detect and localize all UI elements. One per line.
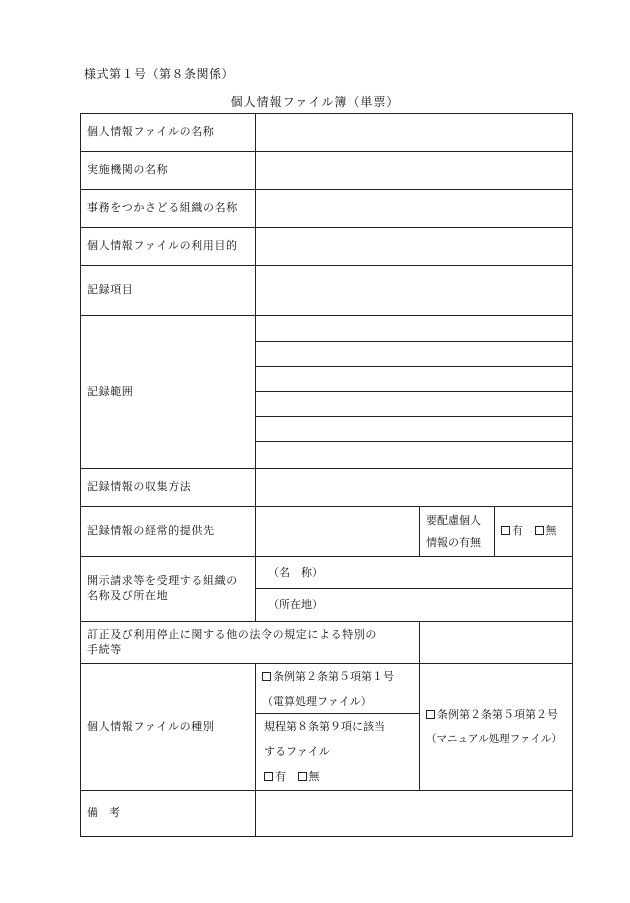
label-remarks: 備 考 [81,791,256,837]
row-remarks [81,791,573,837]
row-record-scope [81,316,573,469]
form-number: 様式第１号（第８条関係） [84,67,235,81]
type-rule-line: するファイル [264,745,330,758]
file-type-right [420,664,573,791]
checkbox-rule-no[interactable] [298,772,307,781]
sensitive-info-line: 要配慮個人 [426,513,481,527]
row-regular-recipients [81,507,573,557]
value-regular-recipients[interactable] [256,507,420,557]
type-computer-label: 条例第２条第５項第１号 [273,670,394,683]
type-manual-sub: （マニュアル処理ファイル） [426,733,562,745]
row-file-name [81,114,573,152]
value-special-procedure[interactable] [420,622,573,664]
value-collection-method[interactable] [256,469,573,507]
row-record-items [81,266,573,316]
checkbox-computer-file[interactable] [262,672,271,681]
checkbox-rule-yes[interactable] [264,772,273,781]
value-purpose[interactable] [256,228,573,266]
type-computer-sub: （電算処理ファイル） [262,695,372,708]
label-file-type: 個人情報ファイルの種別 [81,664,256,791]
label-purpose: 個人情報ファイルの利用目的 [81,228,256,266]
value-disclosure-org [256,557,573,622]
scope-line[interactable] [256,442,572,468]
value-agency-name[interactable] [256,152,573,190]
row-purpose [81,228,573,266]
sensitive-info-line: 情報の有無 [426,535,481,549]
label-regular-recipients: 記録情報の経常的提供先 [81,507,256,557]
label-sensitive-info [420,507,495,557]
label-agency-name: 実施機関の名称 [81,152,256,190]
value-record-scope [256,316,573,469]
row-agency-name [81,152,573,190]
label-record-items: 記録項目 [81,266,256,316]
disclosure-org-line: 開示請求等を受理する組織の [87,574,238,588]
scope-line[interactable] [256,392,572,417]
scope-line[interactable] [256,367,572,392]
value-department[interactable] [256,190,573,228]
disclosure-address-label: （所在地） [268,598,323,611]
checkbox-rule-yes-label: 有 [275,770,286,783]
disclosure-name-field[interactable] [256,557,572,589]
checkbox-no-label: 無 [545,524,557,538]
label-department: 事務をつかさどる組織の名称 [81,190,256,228]
checkbox-yes[interactable] [501,526,510,535]
type-rule-line: 規程第８条第９項に該当 [264,720,385,733]
sensitive-info-checkboxes [495,507,573,557]
checkbox-yes-label: 有 [512,524,523,538]
row-file-type [81,664,573,791]
row-special-procedure [81,622,573,664]
value-remarks[interactable] [256,791,573,837]
document-title: 個人情報ファイル簿（単票） [230,95,400,109]
label-collection-method: 記録情報の収集方法 [81,469,256,507]
type-rule-option [256,714,419,790]
value-file-name[interactable] [256,114,573,152]
disclosure-name-label: （名 称） [268,566,323,579]
checkbox-no[interactable] [535,526,544,535]
checkbox-rule-no-label: 無 [308,770,320,783]
checkbox-manual-file[interactable] [426,710,435,719]
file-register-form [80,113,573,837]
type-computer-option [256,664,419,714]
file-type-left [256,664,420,791]
value-record-items[interactable] [256,266,573,316]
label-file-name: 個人情報ファイルの名称 [81,114,256,152]
disclosure-org-line: 名称及び所在地 [87,589,169,602]
row-disclosure-org [81,557,573,622]
row-collection-method [81,469,573,507]
scope-line[interactable] [256,316,572,342]
row-department [81,190,573,228]
scope-line[interactable] [256,342,572,367]
type-manual-label: 条例第２条第５項第２号 [437,708,558,721]
special-procedure-line: 訂正及び利用停止に関する他の法令の規定による特別の [87,627,377,641]
special-procedure-line: 手続等 [87,642,122,656]
scope-line[interactable] [256,417,572,442]
label-record-scope: 記録範囲 [81,316,256,469]
label-special-procedure [81,622,420,664]
label-disclosure-org [81,557,256,622]
disclosure-address-field[interactable] [256,589,572,621]
